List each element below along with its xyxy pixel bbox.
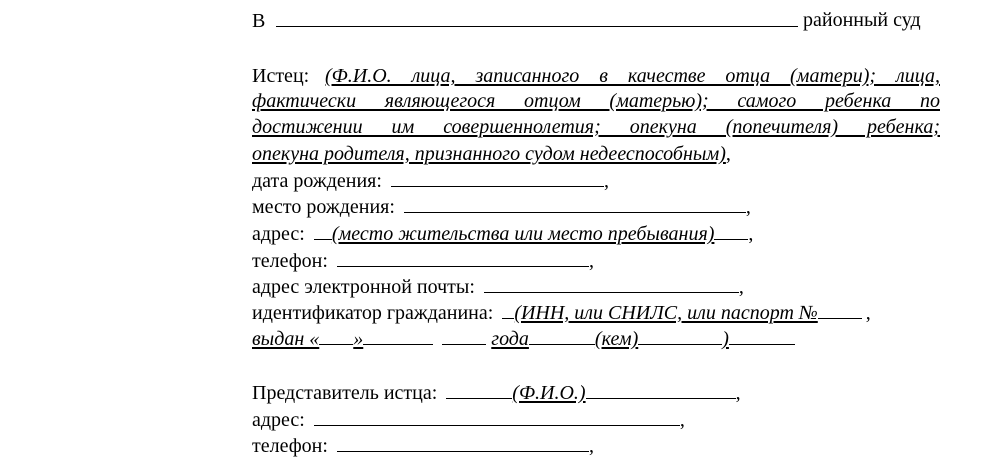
birth-place-label: место рождения: <box>252 196 395 218</box>
birth-date-blank <box>391 168 604 187</box>
citizen-id-label: идентификатор гражданина: <box>252 302 494 324</box>
phone-blank <box>337 248 589 267</box>
representative-phone-label: телефон: <box>252 435 328 457</box>
address-label: адрес: <box>252 223 305 245</box>
citizen-id-line: идентификатор гражданина: (ИНН, или СНИЛС, или паспорт № , <box>252 302 871 324</box>
address-hint: (место жительства или место пребывания) <box>331 223 715 245</box>
representative-address-blank <box>314 407 680 426</box>
email-line: адрес электронной почты: , <box>252 276 744 298</box>
representative-phone-blank <box>337 433 589 452</box>
representative-phone-line: телефон: , <box>252 435 594 457</box>
birth-date-line: дата рождения: , <box>252 170 609 192</box>
email-label: адрес электронной почты: <box>252 276 475 298</box>
court-line <box>252 8 798 33</box>
representative-line: Представитель истца: (Ф.И.О.) , <box>252 382 741 404</box>
plaintiff-label-line <box>252 64 309 88</box>
issued-prefix: выдан « <box>252 328 320 350</box>
issued-year-blank <box>442 326 486 345</box>
issued-year-word: года <box>491 328 529 350</box>
plaintiff-desc-line-2: фактически являющегося отцом (матерью); самого ребенка по <box>252 90 940 112</box>
address-line: адрес: (место жительства или место пребывания) , <box>252 223 754 245</box>
plaintiff-desc-line-4: опекуна родителя, признанного судом недееспособным), <box>252 143 731 165</box>
court-suffix: районный суд <box>803 9 921 31</box>
court-name-blank <box>276 8 798 27</box>
issued-day-blank <box>319 326 353 345</box>
plaintiff-label: Истец: <box>252 65 310 87</box>
issued-month-blank <box>363 326 433 345</box>
email-blank <box>484 274 739 293</box>
representative-address-line: адрес: , <box>252 409 685 431</box>
representative-label: Представитель истца: <box>252 382 438 404</box>
issued-line: выдан « » года (кем) ) <box>252 326 795 351</box>
court-prefix: В <box>252 10 266 32</box>
birth-place-blank <box>404 194 746 213</box>
plaintiff-desc-line-3: достижении им совершеннолетия; опекуна (попечителя) ребенка; <box>252 116 940 138</box>
representative-address-label: адрес: <box>252 409 305 431</box>
citizen-id-hint: (ИНН, или СНИЛС, или паспорт № <box>514 302 818 324</box>
issued-by-hint: (кем) <box>594 328 639 350</box>
birth-date-label: дата рождения: <box>252 170 382 192</box>
plaintiff-desc-line-1: (Ф.И.О. лица, записанного в качестве отца (матери); лица, <box>325 65 940 87</box>
representative-name-hint: (Ф.И.О.) <box>512 382 586 404</box>
phone-line: телефон: , <box>252 250 594 272</box>
birth-place-line: место рождения: , <box>252 196 751 218</box>
phone-label: телефон: <box>252 250 328 272</box>
